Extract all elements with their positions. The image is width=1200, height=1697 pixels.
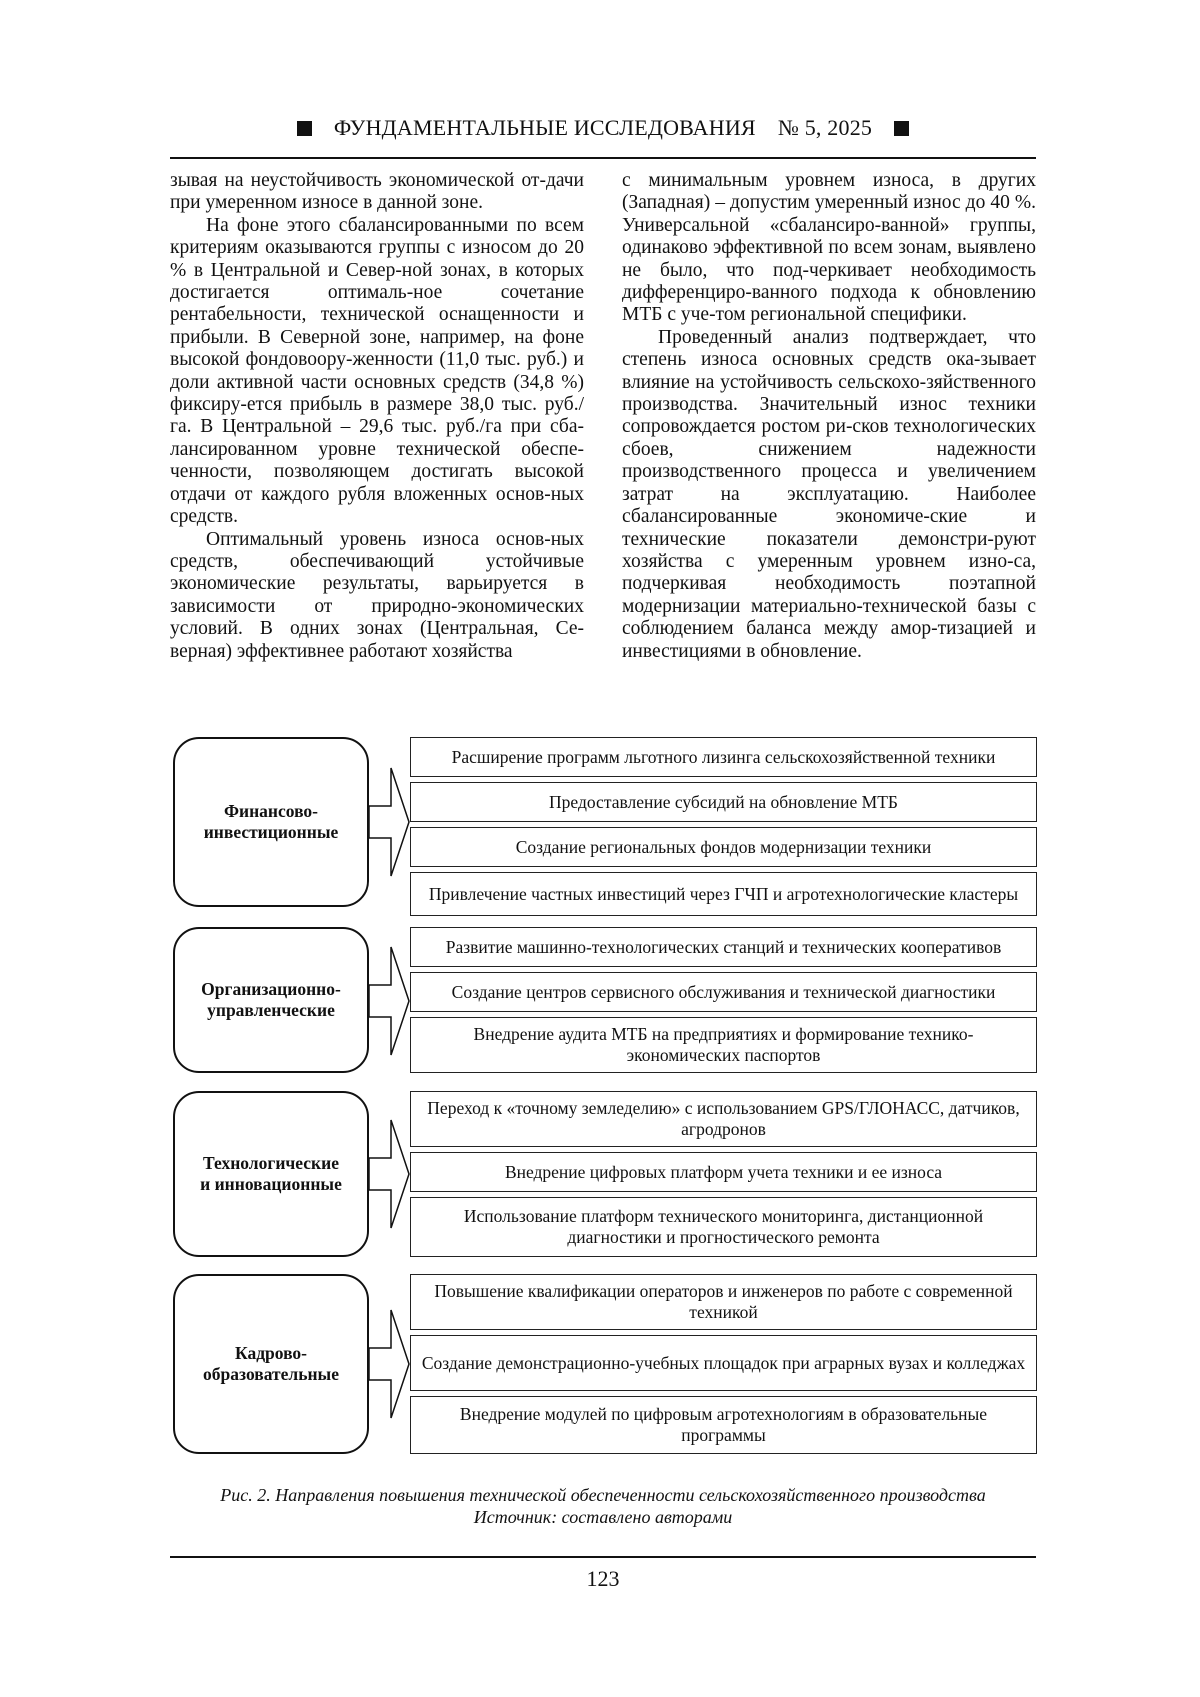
paragraph: с минимальным уровнем износа, в других (Западная) – допустим умеренный износ до 40 %. Универсальной «сбалансиро-ванной» группы, одинаково эффективной по всем зонам, выявлено не было, что под-черкивает необходимость дифференциро-ванного подхода к обновлению МТБ с уче-том региональной специфики.	[622, 170, 1036, 326]
diagram-item: Повышение квалификации операторов и инженеров по работе с современной техникой	[410, 1274, 1037, 1330]
square-bullet-icon	[894, 121, 909, 136]
square-bullet-icon	[297, 121, 312, 136]
diagram-item: Создание центров сервисного обслуживания и технической диагностики	[410, 972, 1037, 1012]
paragraph: На фоне этого сбалансированными по всем критериям оказываются группы с износом до 20 % в Центральной и Север-ной зонах, в которых достигается оптималь-ное сочетание рентабельности, технической оснащенности и прибыли. В Северной зоне, например, на фоне высокой фондовоору-женности (11,0 тыс. руб.) и доли активной части основных средств (34,8 %) фиксиру-ется прибыль в размере 38,0 тыс. руб./га. В Центральной – 29,6 тыс. руб./га при сба-лансированном уровне технической обеспе-ченности, позволяющем достигать высокой отдачи от каждого рубля вложенных основ-ных средств.	[170, 214, 584, 528]
category-organizational: Организационно- управленческие	[173, 927, 369, 1073]
diagram-item: Использование платформ технического мониторинга, дистанционной диагностики и прогностического ремонта	[410, 1197, 1037, 1257]
diagram-item: Расширение программ льготного лизинга сельскохозяйственной техники	[410, 737, 1037, 777]
footer-rule	[170, 1556, 1036, 1558]
arrow-right-icon	[369, 941, 411, 1061]
arrow-right-icon	[369, 1304, 411, 1424]
diagram-item: Создание демонстрационно-учебных площадок при аграрных вузах и колледжах	[410, 1335, 1037, 1391]
diagram-item: Предоставление субсидий на обновление МТБ	[410, 782, 1037, 822]
caption-title: Рис. 2. Направления повышения технической обеспеченности сельскохозяйственного производства	[220, 1485, 986, 1505]
arrow-right-icon	[369, 1114, 411, 1234]
running-header	[170, 111, 1036, 145]
category-technological: Технологические и инновационные	[173, 1091, 369, 1257]
diagram-item: Привлечение частных инвестиций через ГЧП и агротехнологические кластеры	[410, 872, 1037, 916]
paragraph: Проведенный анализ подтверждает, что степень износа основных средств ока-зывает влияние на устойчивость сельскохо-зяйственного производства. Значительный износ техники сопровождается ростом ри-сков технологических сбоев, снижением надежности производственного процесса и увеличением затрат на эксплуатацию. Наиболее сбалансированные экономиче-ские и технические показатели демонстри-руют хозяйства с умеренным уровнем изно-са, подчеркивая необходимость поэтапной модернизации материально-технической базы с соблюдением баланса между амор-тизацией и инвестициями в обновление.	[622, 326, 1036, 662]
text-column-left	[170, 170, 584, 663]
diagram-item: Развитие машинно-технологических станций и технических кооперативов	[410, 927, 1037, 967]
diagram-item: Внедрение модулей по цифровым агротехнологиям в образовательные программы	[410, 1396, 1037, 1454]
arrow-right-icon	[369, 762, 411, 882]
page-number: 123	[586, 1566, 620, 1591]
diagram-item: Создание региональных фондов модернизации техники	[410, 827, 1037, 867]
journal-title: ФУНДАМЕНТАЛЬНЫЕ ИССЛЕДОВАНИЯ	[333, 115, 756, 140]
caption-source: Источник: составлено авторами	[473, 1507, 733, 1527]
diagram-item: Внедрение аудита МТБ на предприятиях и формирование технико-экономических паспортов	[410, 1017, 1037, 1073]
paragraph: зывая на неустойчивость экономической от-дачи при умеренном износе в данной зоне.	[170, 170, 584, 214]
diagram-item: Внедрение цифровых платформ учета техники и ее износа	[410, 1152, 1037, 1192]
text-column-right	[622, 170, 1036, 663]
diagram-item: Переход к «точному земледелию» с использованием GPS/ГЛОНАСС, датчиков, агродронов	[410, 1091, 1037, 1147]
header-rule	[170, 157, 1036, 159]
paragraph: Оптимальный уровень износа основ-ных средств, обеспечивающий устойчивые экономические результаты, варьируется в зависимости от природно-экономических условий. В одних зонах (Центральная, Се-верная) эффективнее работают хозяйства	[170, 528, 584, 662]
figure-caption	[170, 1484, 1036, 1528]
category-personnel: Кадрово- образовательные	[173, 1274, 369, 1454]
category-financial: Финансово- инвестиционные	[173, 737, 369, 907]
issue-number: № 5, 2025	[777, 115, 873, 140]
